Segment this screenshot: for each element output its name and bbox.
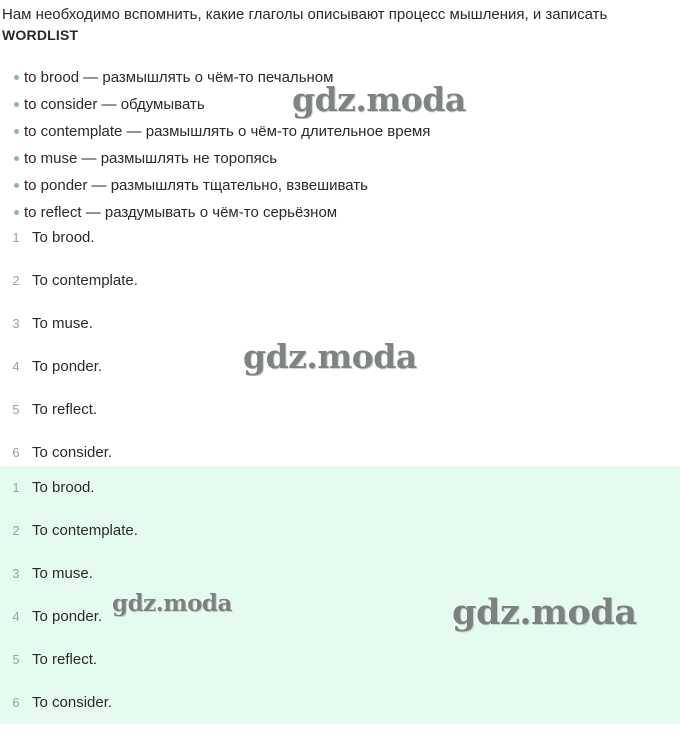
answer-number: 3 <box>12 566 20 581</box>
watermark: gdz.moda <box>112 590 232 617</box>
answer-text: To contemplate. <box>32 272 138 289</box>
answer-row <box>0 466 680 509</box>
answer-number: 2 <box>12 273 20 288</box>
wordlist-item: to muse — размышлять не торопясь <box>0 145 680 172</box>
answer-list-highlighted <box>0 466 680 724</box>
answer-row <box>0 595 680 638</box>
bullet-icon <box>14 75 19 80</box>
answer-row <box>0 552 680 595</box>
answer-row <box>0 509 680 552</box>
answer-text: To brood. <box>32 229 95 246</box>
answer-list-plain <box>0 216 680 474</box>
answer-row <box>0 681 680 724</box>
answer-text: To consider. <box>32 694 113 711</box>
answer-number: 2 <box>12 523 20 538</box>
wordlist-item: to contemplate — размышлять о чём-то длительное время <box>0 118 680 145</box>
answer-text: To ponder. <box>32 608 103 625</box>
watermark: gdz.moda <box>452 592 637 633</box>
wordlist-item: to brood — размышлять о чём-то печальном <box>0 64 680 91</box>
answer-text: To reflect. <box>32 401 98 418</box>
answer-number: 4 <box>12 609 20 624</box>
bullet-icon <box>14 102 19 107</box>
answer-number: 1 <box>12 480 20 495</box>
answer-number: 6 <box>12 445 20 460</box>
answer-text: To contemplate. <box>32 522 138 539</box>
wordlist-item: to ponder — размышлять тщательно, взвешивать <box>0 172 680 199</box>
answer-number: 5 <box>12 652 20 667</box>
answer-row <box>0 216 680 259</box>
answer-text: To brood. <box>32 479 95 496</box>
task-description <box>2 4 678 46</box>
wordlist <box>0 64 680 226</box>
answer-number: 6 <box>12 695 20 710</box>
answer-row <box>0 345 680 388</box>
answer-number: 1 <box>12 230 20 245</box>
watermark: gdz.moda <box>292 80 466 119</box>
bullet-icon <box>14 210 19 215</box>
answer-number: 5 <box>12 402 20 417</box>
answer-number: 4 <box>12 359 20 374</box>
answer-text: To reflect. <box>32 651 98 668</box>
answer-number: 3 <box>12 316 20 331</box>
wordlist-item: to reflect — раздумывать о чём-то серьёзном <box>0 199 680 226</box>
answer-text: To muse. <box>32 565 93 582</box>
wordlist-item: to consider — обдумывать <box>0 91 680 118</box>
answer-row <box>0 638 680 681</box>
bullet-icon <box>14 129 19 134</box>
answer-row <box>0 388 680 431</box>
answer-text: To muse. <box>32 315 93 332</box>
answer-text: To ponder. <box>32 358 103 375</box>
answer-text: To consider. <box>32 444 113 461</box>
bullet-icon <box>14 156 19 161</box>
answer-row <box>0 259 680 302</box>
wordlist-label: WORDLIST <box>2 27 79 43</box>
task-text: Нам необходимо вспомнить, какие глаголы описывают процесс мышления, и записать <box>2 6 608 23</box>
bullet-icon <box>14 183 19 188</box>
watermark: gdz.moda <box>243 337 417 376</box>
answer-row <box>0 302 680 345</box>
